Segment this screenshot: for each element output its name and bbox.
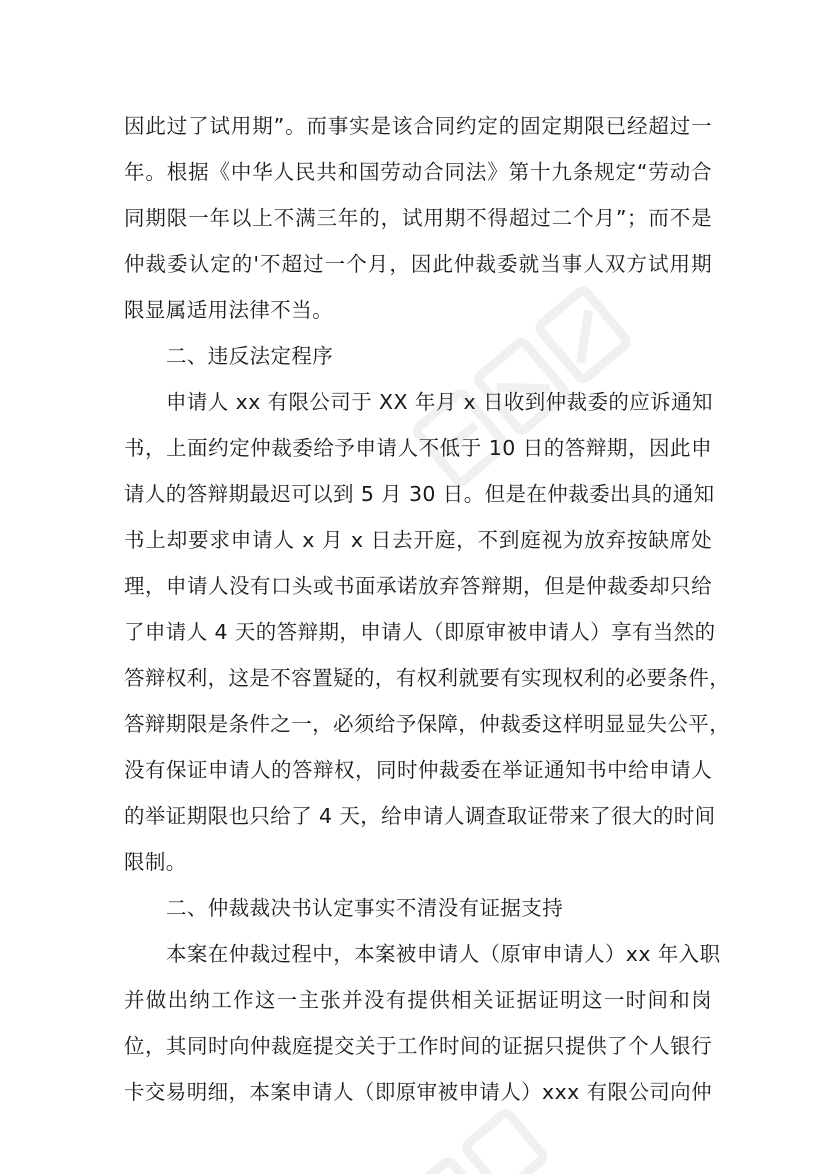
text-line: 请人的答辩期最迟可以到 5 月 30 日。但是在仲裁委出具的通知 — [124, 482, 715, 506]
text-line: 年。根据《中华人民共和国劳动合同法》第十九条规定“劳动合 — [124, 160, 712, 184]
text-line: 的举证期限也只给了 4 天，给申请人调查取证带来了很大的时间 — [124, 804, 716, 828]
text-line: 限制。 — [124, 850, 187, 874]
text-line: 本案在仲裁过程中，本案被申请人（原审申请人）xx 年入职 — [166, 942, 721, 966]
text-line: 限显属适用法律不当。 — [124, 298, 333, 322]
text-line: 答辩期限是条件之一，必须给予保障，仲裁委这样明显显失公平， — [124, 712, 731, 736]
text-line: 书上却要求申请人 x 月 x 日去开庭，不到庭视为放弃按缺席处 — [124, 528, 712, 552]
text-line: 仲裁委认定的'不超过一个月，因此仲裁委就当事人双方试用期 — [124, 252, 712, 276]
text-line: 了申请人 4 天的答辩期，申请人（即原审被申请人）享有当然的 — [124, 620, 716, 644]
text-line: 并做出纳工作这一主张并没有提供相关证据证明这一时间和岗 — [124, 988, 712, 1012]
text-line: 同期限一年以上不满三年的，试用期不得超过二个月”；而不是 — [124, 206, 712, 230]
text-line: 没有保证申请人的答辩权，同时仲裁委在举证通知书中给申请人 — [124, 758, 712, 782]
section-heading: 二、违反法定程序 — [166, 344, 334, 368]
text-line: 答辩权利，这是不容置疑的，有权利就要有实现权利的必要条件， — [124, 666, 731, 690]
text-line: 卡交易明细，本案申请人（即原审被申请人）xxx 有限公司向仲 — [124, 1080, 712, 1104]
text-line: 因此过了试用期”。而事实是该合同约定的固定期限已经超过一 — [124, 114, 712, 138]
text-line: 位，其同时向仲裁庭提交关于工作时间的证据只提供了个人银行 — [124, 1034, 712, 1058]
text-line: 理，申请人没有口头或书面承诺放弃答辩期，但是仲裁委却只给 — [124, 574, 712, 598]
text-line: 申请人 xx 有限公司于 XX 年月 x 日收到仲裁委的应诉通知 — [166, 390, 713, 414]
text-line: 书，上面约定仲裁委给予申请人不低于 10 日的答辩期，因此申 — [124, 436, 712, 460]
section-heading: 二、仲裁裁决书认定事实不清没有证据支持 — [166, 896, 564, 920]
